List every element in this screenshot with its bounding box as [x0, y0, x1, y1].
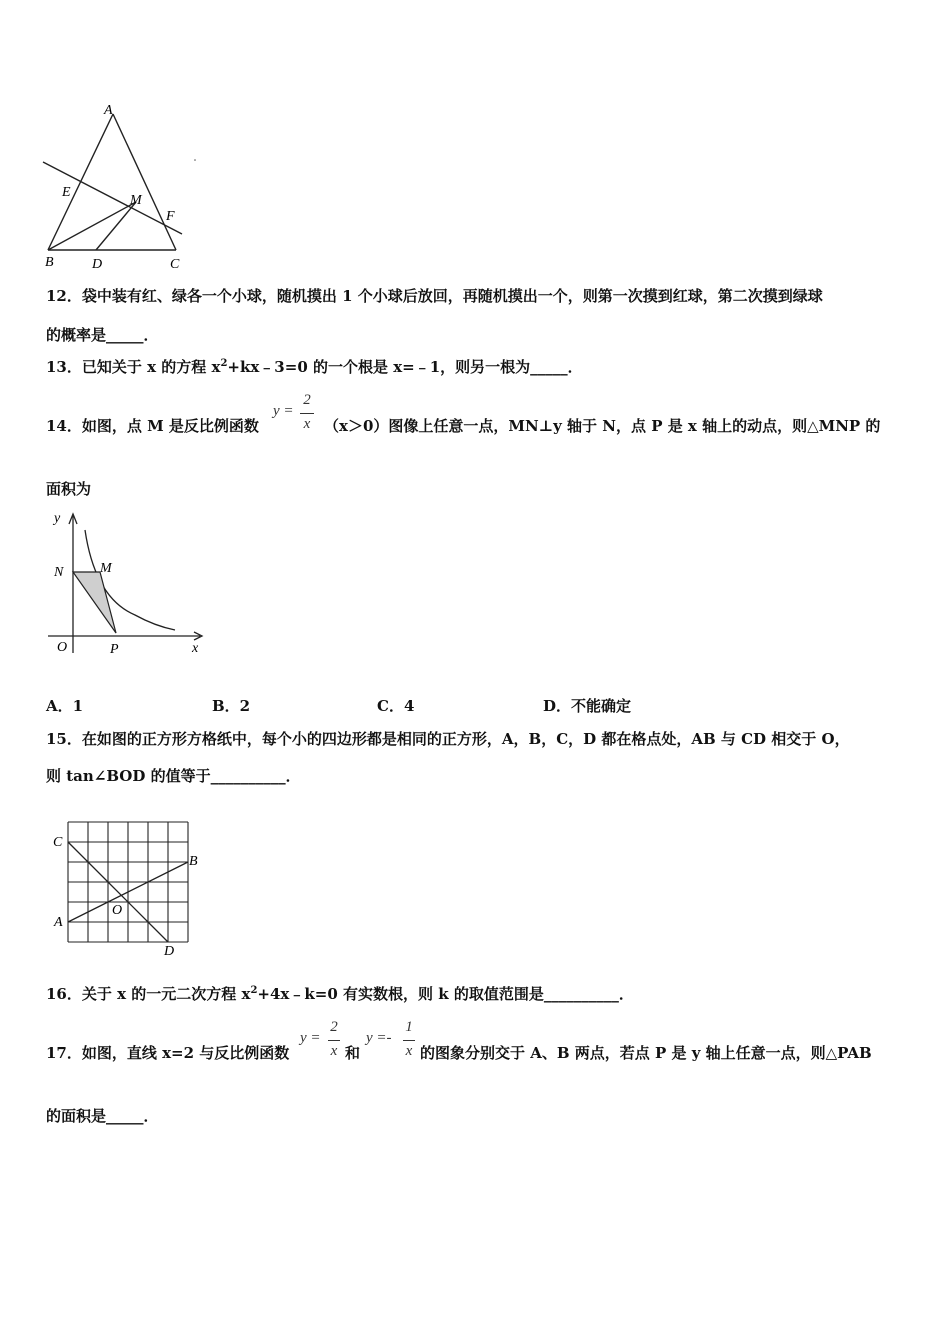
- q14-prefix: 14．如图，点 M 是反比例函数: [46, 417, 259, 435]
- label-m: M: [100, 561, 112, 576]
- q16-text: 16．关于 x 的一元二次方程 $x^2+4x﹣k=0$ 有实数根，则 k 的取值范围是__________．: [46, 985, 634, 1003]
- label-c: C: [53, 835, 63, 850]
- label-m: M: [130, 193, 142, 208]
- segment-dm: [96, 202, 136, 250]
- label-f: F: [166, 209, 175, 224]
- q14-option-a[interactable]: A．1: [46, 697, 84, 715]
- q14-suffix: （x＞0）图像上任意一点，MN⊥y 轴于 N，点 P 是 x 轴上的动点，则△MNP 的: [324, 417, 881, 435]
- q17-prefix: 17．如图，直线 x=2 与反比例函数: [46, 1044, 290, 1062]
- q14-option-d[interactable]: D．不能确定: [543, 697, 632, 715]
- label-x: x: [192, 641, 199, 656]
- hyperbola-figure: [40, 508, 215, 658]
- q17-suffix: 的图象分别交于 A、B 两点，若点 P 是 y 轴上任意一点，则△PAB: [420, 1044, 872, 1062]
- q14-line2: 面积为: [46, 480, 92, 498]
- q17-line2: 的面积是_____．: [46, 1107, 159, 1125]
- q14-option-b[interactable]: B．2: [212, 697, 251, 715]
- label-b: B: [45, 255, 54, 270]
- label-o: O: [112, 903, 123, 918]
- label-b: B: [189, 854, 198, 869]
- segment-bm: [48, 202, 136, 250]
- grid-figure: [48, 814, 208, 960]
- label-d: D: [92, 257, 103, 272]
- q15-line1: 15．在如图的正方形方格纸中，每个小的四边形都是相同的正方形，A，B，C，D 都在格点处，AB 与 CD 相交于 O，: [46, 730, 850, 748]
- q13-text: 13．已知关于 x 的方程 $x^2+kx﹣3=0$ 的一个根是 x=﹣1，则另一根为_____．: [46, 358, 583, 376]
- q17-formula2: y =- 1 x: [366, 1019, 418, 1069]
- q12-line1: 12．袋中装有红、绿各一个小球，随机摸出 1 个小球后放回，再随机摸出一个，则第一次摸到红球，第二次摸到绿球: [46, 287, 823, 305]
- label-p: P: [110, 642, 119, 657]
- label-y: y: [54, 511, 61, 526]
- label-o: O: [57, 640, 68, 655]
- q17-formula1: y = 2 x: [300, 1019, 344, 1069]
- q12-line2: 的概率是_____．: [46, 326, 159, 344]
- segment-ac: [113, 114, 176, 250]
- label-e: E: [62, 185, 71, 200]
- label-a: A: [54, 915, 63, 930]
- q17-mid: 和: [345, 1044, 361, 1062]
- triangle-mnp: [73, 572, 116, 633]
- label-c: C: [170, 257, 180, 272]
- triangle-figure: [40, 100, 210, 275]
- q15-line2: 则 tan∠BOD 的值等于__________．: [46, 767, 301, 785]
- label-d: D: [164, 944, 175, 959]
- q14-option-c[interactable]: C．4: [377, 697, 415, 715]
- label-a: A: [104, 103, 113, 118]
- segment-cd: [68, 842, 168, 942]
- q14-formula: y = 2 x: [273, 392, 321, 442]
- label-n: N: [54, 565, 64, 580]
